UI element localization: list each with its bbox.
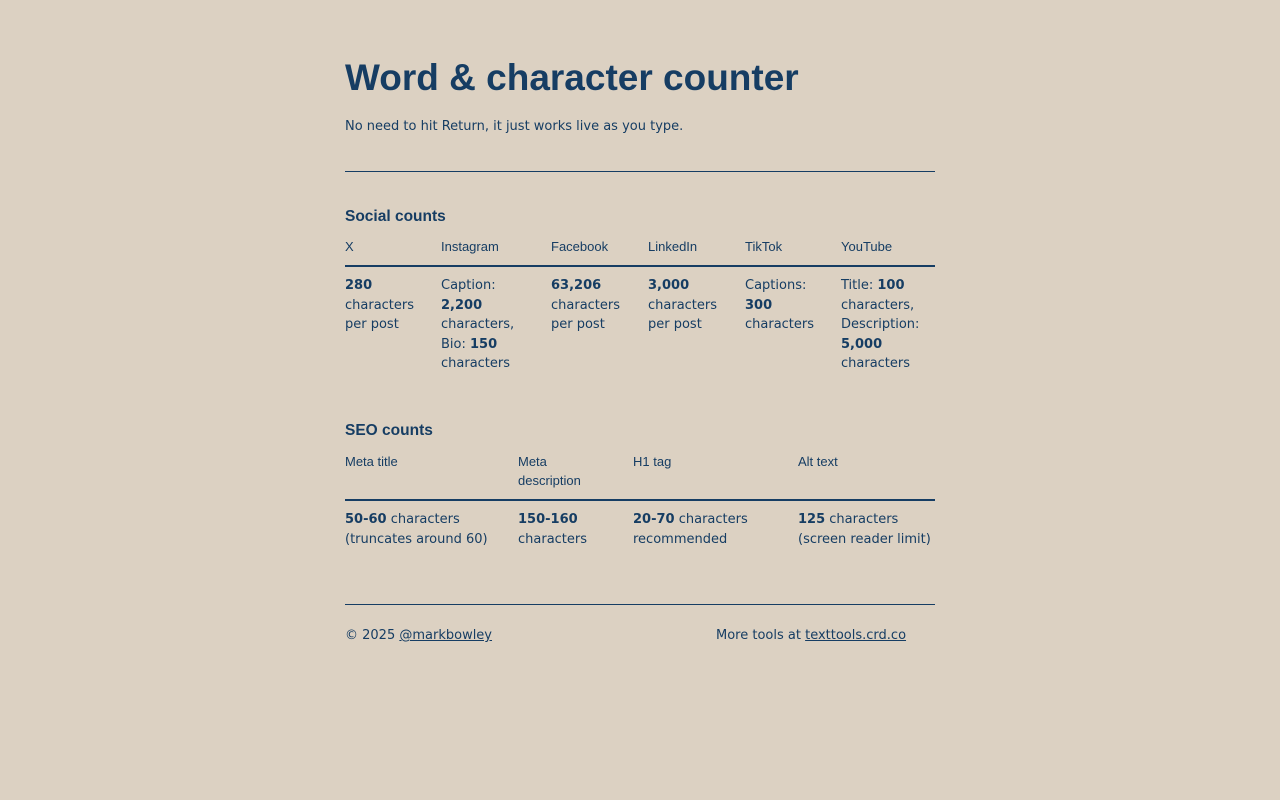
social-col-facebook: Facebook: [551, 239, 609, 254]
social-col-x: X: [345, 239, 354, 254]
social-heading: Social counts: [345, 208, 446, 225]
seo-cell-meta-description: 150-160 characters: [518, 512, 588, 547]
social-cell-x: 280 characters per post: [345, 278, 415, 332]
divider: [345, 171, 935, 172]
page-title: Word & character counter: [345, 57, 799, 98]
social-col-youtube: YouTube: [841, 239, 893, 254]
seo-col-meta-title: Meta title: [345, 454, 398, 469]
seo-cell-meta-title: 50-60 characters (truncates around 60): [345, 512, 488, 547]
seo-cell-alt-text: 125 characters (screen reader limit): [798, 512, 931, 547]
author-link[interactable]: @markbowley: [399, 628, 493, 643]
social-col-instagram: Instagram: [441, 239, 499, 254]
seo-header-rule: [345, 499, 935, 501]
page-subtitle: No need to hit Return, it just works live as you type.: [345, 119, 684, 134]
seo-cell-h1-tag: 20-70 characters recommended: [633, 512, 748, 547]
seo-col-h1-tag: H1 tag: [633, 454, 672, 469]
social-cell-facebook: 63,206 characters per post: [551, 278, 621, 332]
social-cell-youtube: Title: 100 characters, Description: 5,000 characters: [841, 278, 920, 371]
footer-divider: [345, 604, 935, 605]
seo-heading: SEO counts: [345, 422, 433, 439]
social-cell-instagram: Caption: 2,200 characters, Bio: 150 characters: [441, 278, 515, 371]
social-header-rule: [345, 265, 935, 267]
social-col-tiktok: TikTok: [745, 239, 783, 254]
footer-copyright: © 2025 @markbowley: [345, 628, 493, 643]
social-cell-tiktok: Captions: 300 characters: [745, 278, 815, 332]
seo-col-meta-description: Meta description: [518, 454, 581, 488]
social-col-linkedin: LinkedIn: [648, 239, 698, 254]
seo-col-alt-text: Alt text: [798, 454, 838, 469]
social-cell-linkedin: 3,000 characters per post: [648, 278, 718, 332]
footer-more-tools: More tools at texttools.crd.co: [716, 628, 907, 643]
tools-link[interactable]: texttools.crd.co: [805, 628, 907, 643]
